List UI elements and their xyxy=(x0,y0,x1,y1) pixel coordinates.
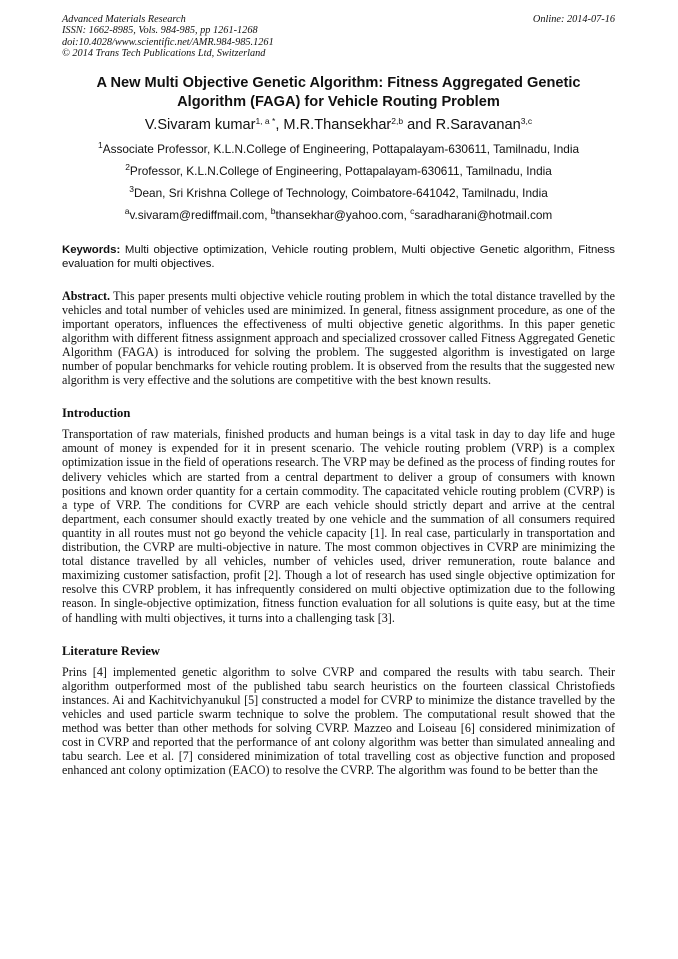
introduction-text: Transportation of raw materials, finished products and human beings is a vital task in day to day life and huge amount of money is expended for it in present scenario. The vehicle routing problem (VRP) is a complex optimization issue in the field of operations research. The VRP may be defined as the process of finding routes for delivery vehicles which are started from a central department to deliver a group of consumers with known positions and known order quantity for a certain commodity. The capacitated vehicle routing problem (CVRP) is a type of VRP. The conditions for CVRP are each vehicle should strictly depart and arrive at the central department, each consumer should exactly treated by one vehicle and the summation of all consumers required quantity in all routes must not go beyond the vehicle capacity [1]. In real case, particularly in transportation and distribution, the CVRP are multi-objective in nature. The most common objectives in CVRP are minimizing the total distance travelled by all vehicles, number of vehicles used, driver remuneration, route balance and maximizing customer satisfaction, profit [2]. Though a lot of research has used single objective optimization for resolve this CVRP problem, it has infrequently considered on multi objective optimization due to the following reason. In single-objective optimization, fitness function evaluation for all solutions is quite easy, but at the time of handling with multi objectives, it turns into a challenging task [3]. xyxy=(62,427,615,625)
keywords xyxy=(62,243,615,271)
author-2: M.R.Thansekhar xyxy=(283,116,392,133)
author-separator: and xyxy=(403,116,436,133)
email-a: v.sivaram@rediffmail.com, xyxy=(129,207,271,222)
email-marker: a xyxy=(124,205,130,216)
author-emails xyxy=(62,205,615,223)
literature-review-heading: Literature Review xyxy=(62,643,161,658)
copyright-line: © 2014 Trans Tech Publications Ltd, Switzerland xyxy=(62,48,266,60)
issn-line: ISSN: 1662-8985, Vols. 984-985, pp 1261-1268 xyxy=(62,25,258,37)
email-marker: c xyxy=(410,205,415,216)
affiliation-text: Professor, K.L.N.College of Engineering, Pottapalayam-630611, Tamilnadu, India xyxy=(129,163,552,178)
author-1: V.Sivaram kumar xyxy=(144,116,256,133)
keywords-label: Keywords: xyxy=(62,243,121,256)
affiliation-marker: 2 xyxy=(125,161,130,172)
doi-line: doi:10.4028/www.scientific.net/AMR.984-985.1261 xyxy=(62,36,274,48)
email-c: saradharani@hotmail.com xyxy=(414,207,553,222)
author-3-marker: 3,c xyxy=(520,115,533,126)
email-b: thansekhar@yahoo.com, xyxy=(275,207,411,222)
affiliation-text: Dean, Sri Krishna College of Technology, Coimbatore-641042, Tamilnadu, India xyxy=(133,185,548,200)
online-date: Online: 2014-07-16 xyxy=(532,14,615,25)
affiliation-marker: 1 xyxy=(97,139,103,150)
author-list xyxy=(62,115,615,135)
affiliation-1 xyxy=(62,139,615,157)
abstract xyxy=(62,289,615,388)
journal-name: Advanced Materials Research xyxy=(62,14,186,25)
affiliation-text: Associate Professor, K.L.N.College of Engineering, Pottapalayam-630611, Tamilnadu, India xyxy=(102,141,580,156)
introduction-heading: Introduction xyxy=(62,406,131,421)
journal-header xyxy=(62,14,615,60)
affiliation-2 xyxy=(62,161,615,179)
literature-review-text: Prins [4] implemented genetic algorithm to solve CVRP and compared the results with tabu search. Their algorithm outperformed most of the published tabu search heuristics on the fourteen classical Christofieds instances. Ai and Kachitvichyanukul [5] constructed a model for CVRP to minimize the distance travelled by the vehicles and used particle swarm technique to solve the problem. The computational result showed that the method was better than other methods for solving CVRP. Mazzeo and Loiseau [6] considered minimization of cost in CVRP and reported that the performance of ant colony algorithm was better than simulated annealing and tabu search. Lee et al. [7] considered minimization of total travelling cost as objective function and proposed enhanced ant colony optimization (EACO) to resolve the CVRP. The algorithm was found to be better than the xyxy=(62,664,615,778)
author-1-marker: 1, a * xyxy=(255,115,276,126)
paper-title: A New Multi Objective Genetic Algorithm: Fitness Aggregated Genetic Algorithm (FAGA) for Vehicle Routing Problem xyxy=(96,74,581,110)
abstract-text: This paper presents multi objective vehicle routing problem in which the total distance travelled by the vehicles and total number of vehicles used are minimized. In general, fitness assignment procedure, as one of the important operators, influences the effectiveness of multi objective genetic algorithms. In this paper genetic algorithm with different fitness assignment approach and specialized crossover called Fitness Aggregated Genetic Algorithm (FAGA) is introduced for solving the problem. The suggested algorithm is investigated on large number of popular benchmarks for vehicle routing problem. It is observed from the results that the suggested new algorithm is very effective and the solutions are competitive with the best known results. xyxy=(62,288,615,388)
affiliation-marker: 3 xyxy=(129,183,134,194)
affiliation-3 xyxy=(62,183,615,201)
paper-page xyxy=(62,14,615,777)
abstract-label: Abstract. xyxy=(62,288,111,303)
author-separator: , xyxy=(275,116,284,133)
author-2-marker: 2,b xyxy=(391,115,404,126)
author-3: R.Saravanan xyxy=(435,116,521,133)
keywords-text: Multi objective optimization, Vehicle routing problem, Multi objective Genetic algorithm, Fitness evaluation for multi objectives. xyxy=(62,243,615,270)
email-marker: b xyxy=(270,205,276,216)
